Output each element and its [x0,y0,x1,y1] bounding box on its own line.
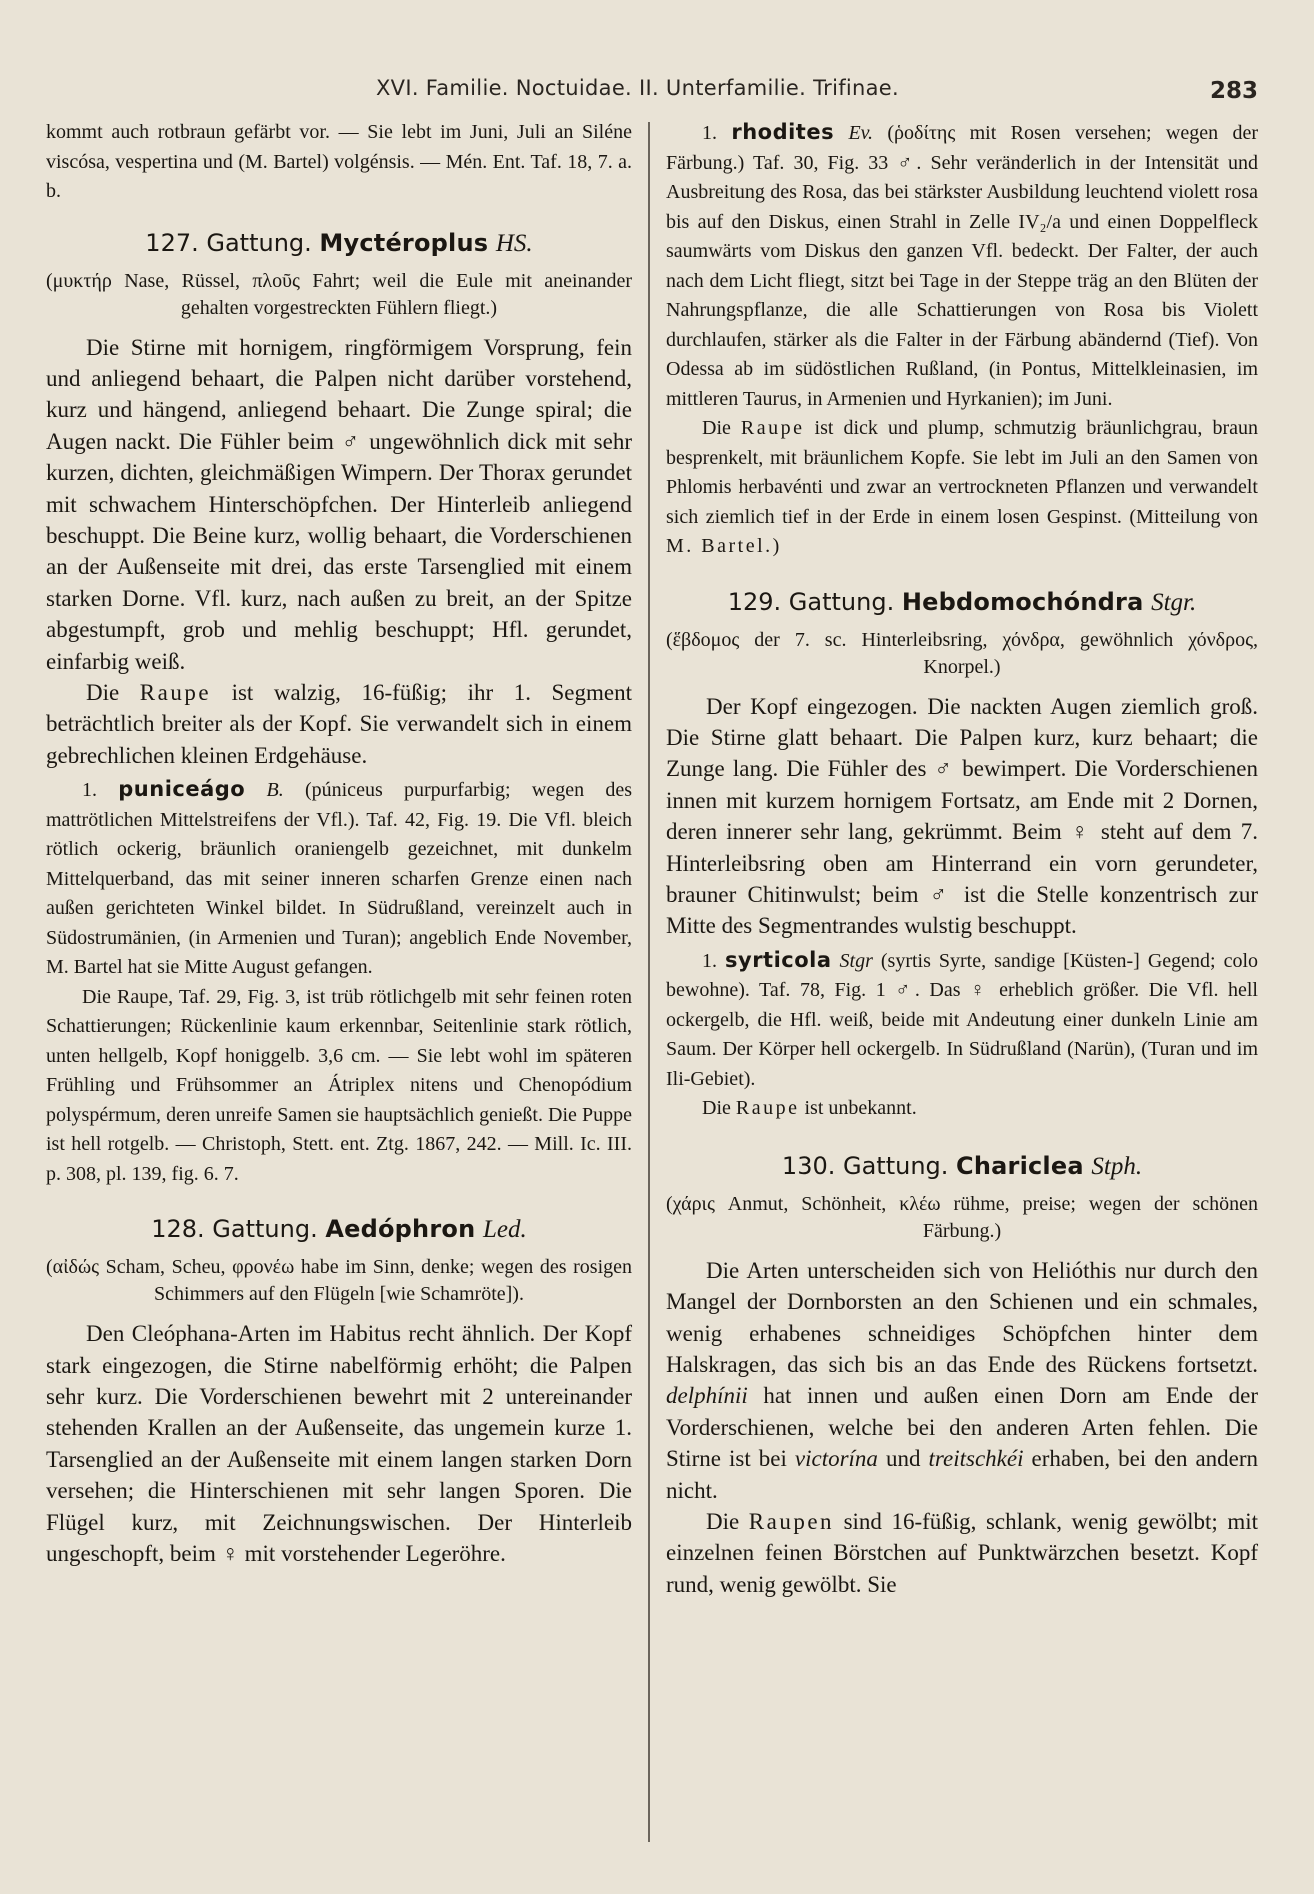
larva-paragraph [666,1506,1258,1600]
genus-description: Die Stirne mit hornigem, ringförmigem Vorsprung, fein und anliegend behaart, die Palpen nicht darüber vorstehend, kurz und hängend, anliegend behaart. Die Zunge spiral; die Augen nackt. Die Fühler beim ♂ ungewöhnlich dick mit sehr kurzen, dichten, gleichmäßigen Wimpern. Der Thorax gerundet mit schwachem Hinterschöpfchen. Der Hinterleib anliegend beschuppt. Die Beine kurz, wollig behaart, die Vorderschienen an der Außenseite mit drei, das erste Tarsenglied mit einem starken Dorne. Vfl. kurz, nach außen zu breit, an der Spitze abgestumpft, grob und mehlig beschuppt; Hfl. gerundet, einfarbig weiß. [46,334,632,674]
species-number: 1. [702,949,717,972]
species-number: 1. [702,122,717,144]
genus-name: Chariclea [956,1151,1084,1180]
species-number: 1. [82,779,97,802]
larva-paragraph [46,677,632,771]
continued-text: kommt auch rotbraun gefärbt vor. — Sie lebt im Juni, Juli an Siléne viscósa, vespertina und (M. Bartel) volgénsis. — Mén. Ent. Taf. 18, 7. a. b. [46,121,632,202]
page-header [0,70,1314,110]
description-part: erhaben, bei den andern nicht. [666,1446,1259,1503]
larva-text: ist unbekannt. [804,1097,917,1120]
running-head: XVI. Familie. Noctuidae. II. Unterfamilie. Trifinae. [376,76,900,100]
larva-text: ist walzig, 16-füßig; ihr 1. Segment beträchtlich breiter als der Kopf. Sie verwandelt sich in einem gebrechlichen kleinen Erdgehäuse. [46,679,632,768]
column-divider [648,122,650,1842]
genus-number: 130. Gattung. [781,1151,949,1180]
description-part: Die Arten unterscheiden sich von Helióthis nur durch den Mangel der Dornborsten an den Schienen und ein schmales, wenig erhabenes schneidiges Schöpfchen hinter dem Halskragen, das sich bis an das Ende des Rückens fortsetzt. [666,1257,1258,1377]
genus-description: Der Kopf eingezogen. Die nackten Augen ziemlich groß. Die Stirne glatt behaart. Die Palpen kurz, kurz behaart; die Zunge lang. Die Fühler des ♂ bewimpert. Die Vorderschienen innen mit kurzem hornigem Fortsatz, am Ende mit 2 Dornen, deren innerer sehr lang, gekrümmt. Beim ♀ steht auf dem 7. Hinterleibsring oben am Hinterrand ein vorn gerundeter, brauner Chitinwulst; beim ♂ ist die Stelle konzentrisch zur Mitte des Segmentrandes wulstig beschuppt. [666,693,1258,939]
larva-word: Raupe [740,417,805,439]
larva-word: Raupe [139,679,212,705]
page-number: 283 [1209,78,1258,104]
species-text: (ῥοδίτης mit Rosen versehen; wegen der Färbung.) Taf. 30, Fig. 33 ♂. Sehr veränderlich in der Intensität und Ausbreitung des Rosa, das bei stärkster Ausbildung leuchtend violett rosa bis auf den Diskus, einen Strahl in Zelle IV₂/a und einen Doppelfleck saumwärts vom Diskus den ganzen Vfl. bedeckt. Der Falter, der auch nach dem Licht fliegt, sitzt bei Tage in der Steppe träg an den Blüten der Nahrungspflanze, die alle Schattierungen von Rosa bis Violett durchlaufen, stärker als die Falter in der Färbung abändernd (Tief). Von Odessa ab im südöstlichen Rußland, (in Pontus, Mittelkleinasien, im mittleren Taurus, in Armenien und Hyrkanien); im Juni. [666,122,1258,410]
larva-pre: Die [86,679,120,705]
species-entry [666,118,1258,414]
species-text: (púniceus purpurfarbig; wegen des mattrötlichen Mittelstreifens der Vfl.). Taf. 42, Fig. 19. Die Vfl. bleich rötlich ockerig, bräunlich oraniengelb gezeichnet, mit dunkelm Mittelquerband, das mit seiner inneren scharfen Grenze einen nach außen gerichteten Winkel bildet. In Südrußland, vereinzelt auch in Südostrumänien, (in Armenien und Turan); angeblich Ende November, M. Bartel hat sie Mitte August gefangen. [46,779,632,979]
species-ref: victorína [794,1446,878,1472]
larva-pre: Die [702,1097,731,1120]
species-ref: treitschkéi [928,1446,1024,1472]
left-column [46,118,632,1569]
genus-etymology: (μυκτήρ Nase, Rüssel, πλοῦς Fahrt; weil die Eule mit aneinander gehalten vorgestreckten Fühlern fliegt.) [46,269,632,319]
description-part: hat innen und außen einen Dorn am Ende der Vorderschienen, welche bei den anderen Arten fehlen. Die Stirne ist bei [666,1383,1259,1472]
larva-text: sind 16-füßig, schlank, wenig gewölbt; mit einzelnen feinen Börstchen auf Punktwärzchen besetzt. Kopf rund, wenig gewölbt. Sie [666,1509,1258,1597]
genus-heading-130 [666,1150,1258,1183]
species-ref: delphínii [666,1383,748,1409]
genus-number: 129. Gattung. [727,587,895,616]
species-name: rhodites [731,120,835,144]
larva-source: M. Bartel.) [666,535,782,557]
species-author: Ev. [848,122,874,144]
species-author: Stgr [839,949,873,972]
genus-description: Den Cleóphana-Arten im Habitus recht ähnlich. Der Kopf stark eingezogen, die Stirne nabelförmig erhöht; die Palpen sehr kurz. Die Vorderschienen bewehrt mit 2 untereinander stehenden Krallen an der Außenseite, das ungemein kurze 1. Tarsenglied an der Außenseite mit einem langen starken Dorn versehen; die Hinterschienen mit sehr langen Sporen. Die Flügel kurz, mit Zeichnungswischen. Der Hinterleib ungeschopft, beim ♀ mit vorstehender Legeröhre. [46,1321,632,1567]
species-entry [666,946,1258,1095]
genus-etymology: (αἰδώς Scham, Scheu, φρονέω habe im Sinn, denke; wegen des rosigen Schimmers auf den Flügeln [wie Schamröte]). [46,1256,632,1306]
species-larva: Die Raupe, Taf. 29, Fig. 3, ist trüb rötlichgelb mit sehr feinen roten Schattierungen; Rückenlinie kaum erkennbar, Seitenlinie stark rötlich, unten hellgelb, Kopf honiggelb. 3,6 cm. — Sie lebt wohl im späteren Frühling und Frühsommer an Átriplex nitens und Chenopódium polyspérmum, deren unreife Samen sie hauptsächlich genießt. Die Puppe ist hell rotgelb. — Christoph, Stett. ent. Ztg. 1867, 242. — Mill. Ic. III. p. 308, pl. 139, fig. 6. 7. [46,985,632,1185]
genus-author: Stgr. [1151,588,1197,616]
larva-pre: Die [702,417,731,439]
genus-name: Aedóphron [325,1215,476,1244]
species-name: syrticola [725,947,832,972]
genus-author: Led. [483,1216,527,1244]
genus-name: Myctéroplus [319,228,489,257]
larva-paragraph [666,414,1258,562]
description-part: und [885,1446,921,1472]
species-entry [46,775,632,983]
species-name: puniceágo [118,777,246,802]
genus-heading-128 [46,1213,632,1246]
species-author: B. [266,779,284,802]
larva-paragraph [666,1094,1258,1124]
genus-etymology: (ἕβδομος der 7. sc. Hinterleibsring, χόνδρα, gewöhnlich χόνδρος, Knorpel.) [666,628,1258,678]
species-text: (syrtis Syrte, sandige [Küsten-] Gegend; colo bewohne). Taf. 78, Fig. 1 ♂. Das ♀ erheblich größer. Die Vfl. hell ockergelb, die Hfl. weiß, beide mit Andeutung einer dunkeln Linie am Saum. Der Körper hell ockergelb. In Südrußland (Narün), (Turan und im Ili-Gebiet). [666,949,1259,1090]
genus-etymology: (χάρις Anmut, Schönheit, κλέω rühme, preise; wegen der schönen Färbung.) [666,1192,1258,1242]
larva-text: ist dick und plump, schmutzig bräunlichgrau, braun besprenkelt, mit bräunlichem Kopfe. Sie lebt im Juli an den Samen von Phlomis herbavénti und zwar an vertrockneten Pflanzen und verwandelt sich ziemlich tief in der Erde in einem losen Gespinst. (Mitteilung von [666,417,1258,528]
right-column [666,118,1258,1600]
genus-name: Hebdomochóndra [901,587,1144,616]
larva-word: Raupen [748,1509,835,1534]
genus-heading-129 [666,586,1258,619]
genus-description [666,1255,1258,1506]
larva-word: Raupe [735,1097,800,1120]
genus-heading-127 [46,227,632,260]
genus-number: 127. Gattung. [145,228,312,257]
genus-author: HS. [495,229,533,257]
larva-pre: Die [706,1509,740,1534]
genus-author: Stph. [1091,1152,1143,1180]
genus-number: 128. Gattung. [151,1215,318,1244]
